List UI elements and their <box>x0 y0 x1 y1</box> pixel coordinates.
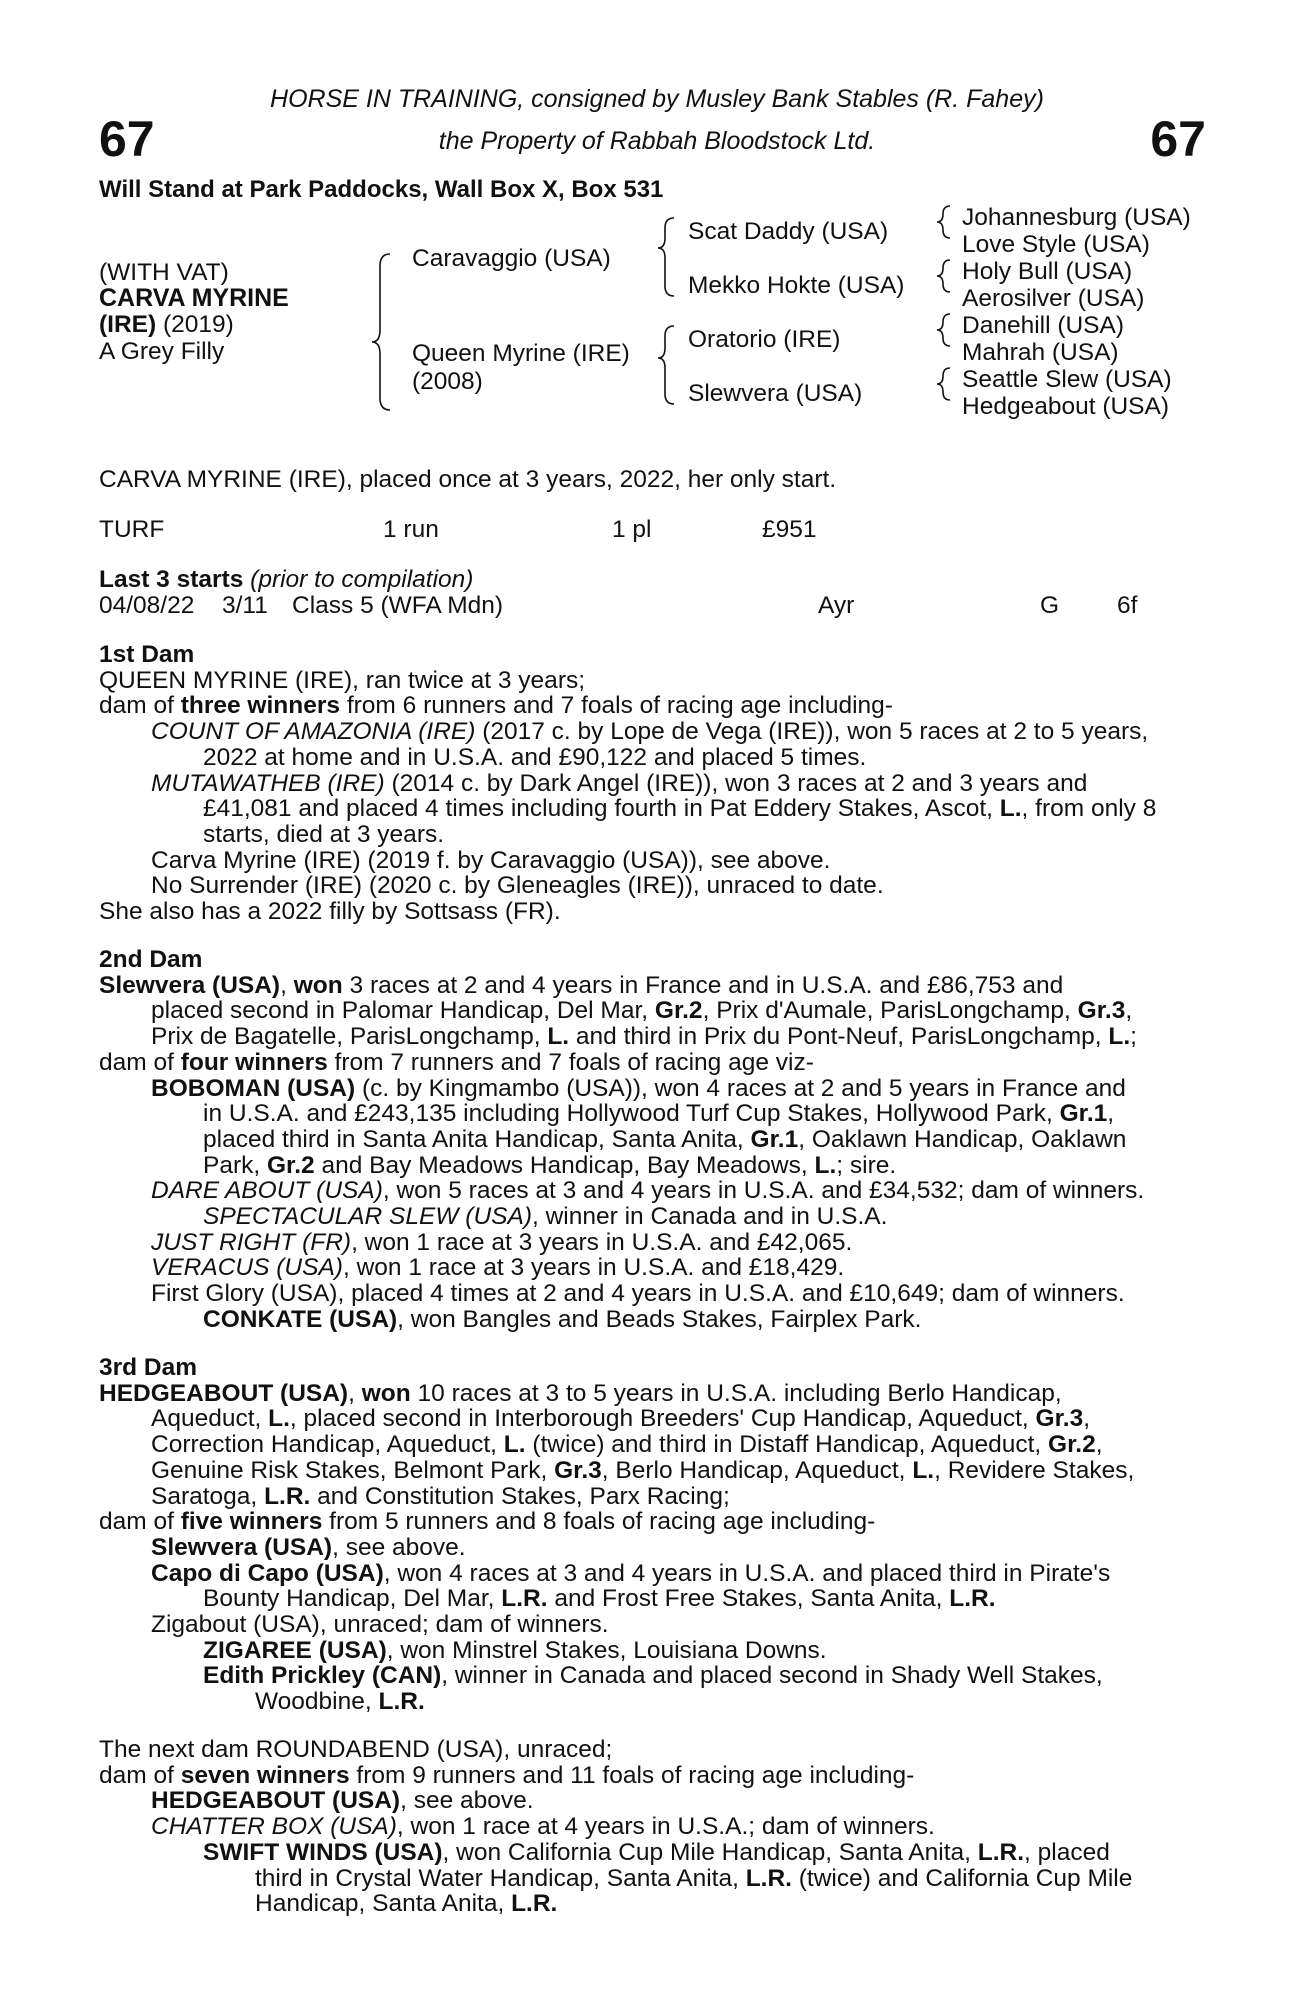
second-dam-line: placed third in Santa Anita Handicap, Santa Anita, Gr.1, Oaklawn Handicap, Oaklawn <box>203 1125 1127 1153</box>
second-dam-line: VERACUS (USA), won 1 race at 3 years in U.S.A. and £18,429. <box>151 1254 845 1282</box>
pedigree-sire: Caravaggio (USA) <box>412 245 611 272</box>
first-dam-line: £41,081 and placed 4 times including fourth in Pat Eddery Stakes, Ascot, L., from only 8 <box>203 795 1157 823</box>
first-dam-line: QUEEN MYRINE (IRE), ran twice at 3 years; <box>99 666 586 694</box>
third-dam-line: Edith Prickley (CAN), winner in Canada and placed second in Shady Well Stakes, <box>203 1662 1103 1690</box>
header-property: the Property of Rabbah Bloodstock Ltd. <box>438 127 876 155</box>
pedigree-sire-sire: Scat Daddy (USA) <box>688 218 889 245</box>
third-dam-line: dam of five winners from 5 runners and 8 foals of racing age including- <box>99 1508 876 1536</box>
next-dam-section <box>99 1737 1205 1917</box>
next-dam-line: dam of seven winners from 9 runners and 11 foals of racing age including- <box>99 1761 915 1789</box>
third-dam-line: Aqueduct, L., placed second in Interborough Breeders' Cup Handicap, Aqueduct, Gr.3, <box>151 1405 1091 1433</box>
third-dam-line: Bounty Handicap, Del Mar, L.R. and Frost Free Stakes, Santa Anita, L.R. <box>203 1585 996 1613</box>
start-going: G <box>1040 592 1060 619</box>
record-placed: 1 pl <box>612 516 652 543</box>
third-dam-line: ZIGAREE (USA), won Minstrel Stakes, Louisiana Downs. <box>203 1636 827 1664</box>
vat-label: (WITH VAT) <box>99 259 229 286</box>
second-dam-line: SPECTACULAR SLEW (USA), winner in Canada and in U.S.A. <box>203 1203 888 1231</box>
third-dam-line: Slewvera (USA), see above. <box>151 1533 466 1561</box>
header-consignment: HORSE IN TRAINING, consigned by Musley Bank Stables (R. Fahey) <box>270 85 1044 113</box>
pedigree-g1: Johannesburg (USA) <box>962 204 1191 231</box>
second-dam-title: 2nd Dam <box>99 946 203 973</box>
first-dam-line: Carva Myrine (IRE) (2019 f. by Caravaggio (USA)), see above. <box>151 846 831 874</box>
pedigree-g5: Danehill (USA) <box>962 312 1125 339</box>
lot-number-right: 67 <box>1150 111 1206 167</box>
pedigree-g8: Hedgeabout (USA) <box>962 393 1170 420</box>
horse-name-suffix: (IRE) (2019) <box>99 311 234 338</box>
second-dam-line: BOBOMAN (USA) (c. by Kingmambo (USA)), won 4 races at 2 and 5 years in France and <box>151 1074 1126 1102</box>
second-dam-line: First Glory (USA), placed 4 times at 2 and 4 years in U.S.A. and £10,649; dam of winners. <box>151 1280 1125 1308</box>
first-dam-line: No Surrender (IRE) (2020 c. by Gleneagles (IRE)), unraced to date. <box>151 872 884 900</box>
start-distance: 6f <box>1117 592 1138 619</box>
second-dam-section <box>99 947 1205 1333</box>
pedigree-sire-dam: Mekko Hokte (USA) <box>688 272 905 299</box>
record-surface: TURF <box>99 516 165 543</box>
second-dam-line: Park, Gr.2 and Bay Meadows Handicap, Bay Meadows, L.; sire. <box>203 1151 897 1179</box>
pedigree-dam-sire: Oratorio (IRE) <box>688 326 841 353</box>
second-dam-line: placed second in Palomar Handicap, Del Mar, Gr.2, Prix d'Aumale, ParisLongchamp, Gr.3, <box>151 997 1133 1025</box>
third-dam-line: Zigabout (USA), unraced; dam of winners. <box>151 1611 609 1639</box>
first-dam-line: 2022 at home and in U.S.A. and £90,122 and placed 5 times. <box>203 743 867 771</box>
horse-description: A Grey Filly <box>99 338 225 365</box>
record-runs: 1 run <box>383 516 439 543</box>
record-earnings: £951 <box>762 516 817 543</box>
stand-location: Will Stand at Park Paddocks, Wall Box X, Box 531 <box>99 176 664 203</box>
start-position: 3/11 <box>222 592 268 619</box>
lot-number-left: 67 <box>99 111 155 167</box>
second-dam-line: in U.S.A. and £243,135 including Hollywood Turf Cup Stakes, Hollywood Park, Gr.1, <box>203 1100 1115 1128</box>
next-dam-line: SWIFT WINDS (USA), won California Cup Mile Handicap, Santa Anita, L.R., placed <box>203 1838 1110 1866</box>
pedigree-g6: Mahrah (USA) <box>962 339 1119 366</box>
pedigree-dam-dam: Slewvera (USA) <box>688 380 863 407</box>
pedigree-dam-year: (2008) <box>412 368 483 395</box>
next-dam-line: CHATTER BOX (USA), won 1 race at 4 years in U.S.A.; dam of winners. <box>151 1813 935 1841</box>
first-dam-section <box>99 642 1205 925</box>
third-dam-line: Correction Handicap, Aqueduct, L. (twice) and third in Distaff Handicap, Aqueduct, Gr.2, <box>151 1431 1103 1459</box>
first-dam-line: MUTAWATHEB (IRE) (2014 c. by Dark Angel (IRE)), won 3 races at 2 and 3 years and <box>151 769 1088 797</box>
third-dam-line: Saratoga, L.R. and Constitution Stakes, Parx Racing; <box>151 1482 730 1510</box>
first-dam-title: 1st Dam <box>99 641 195 668</box>
third-dam-section <box>99 1355 1205 1715</box>
start-course: Ayr <box>818 592 855 619</box>
last-starts-heading: Last 3 starts (prior to compilation) <box>99 566 474 593</box>
start-date: 04/08/22 <box>99 592 195 619</box>
pedigree-dam: Queen Myrine (IRE) <box>412 340 630 367</box>
racing-summary: CARVA MYRINE (IRE), placed once at 3 years, 2022, her only start. <box>99 466 837 493</box>
pedigree-g3: Holy Bull (USA) <box>962 258 1133 285</box>
second-dam-line: CONKATE (USA), won Bangles and Beads Stakes, Fairplex Park. <box>203 1305 922 1333</box>
first-dam-line: starts, died at 3 years. <box>203 820 445 848</box>
next-dam-line: Handicap, Santa Anita, L.R. <box>255 1890 558 1918</box>
second-dam-line: dam of four winners from 7 runners and 7 foals of racing age viz- <box>99 1048 814 1076</box>
second-dam-line: Slewvera (USA), won 3 races at 2 and 4 years in France and in U.S.A. and £86,753 and <box>99 971 1064 999</box>
next-dam-line: third in Crystal Water Handicap, Santa Anita, L.R. (twice) and California Cup Mile <box>255 1864 1133 1892</box>
second-dam-line: JUST RIGHT (FR), won 1 race at 3 years in U.S.A. and £42,065. <box>151 1228 853 1256</box>
first-dam-line: COUNT OF AMAZONIA (IRE) (2017 c. by Lope de Vega (IRE)), won 5 races at 2 to 5 years, <box>151 718 1149 746</box>
third-dam-line: HEDGEABOUT (USA), won 10 races at 3 to 5 years in U.S.A. including Berlo Handicap, <box>99 1379 1062 1407</box>
third-dam-line: Woodbine, L.R. <box>255 1688 425 1716</box>
pedigree-g4: Aerosilver (USA) <box>962 285 1145 312</box>
first-dam-line: dam of three winners from 6 runners and 7 foals of racing age including- <box>99 692 893 720</box>
third-dam-line: Capo di Capo (USA), won 4 races at 3 and 4 years in U.S.A. and placed third in Pirate's <box>151 1559 1111 1587</box>
horse-name: CARVA MYRINE <box>99 284 289 312</box>
second-dam-line: Prix de Bagatelle, ParisLongchamp, L. and third in Prix du Pont-Neuf, ParisLongchamp, L.; <box>151 1023 1137 1051</box>
first-dam-line: She also has a 2022 filly by Sottsass (FR). <box>99 898 561 926</box>
start-race: Class 5 (WFA Mdn) <box>292 592 504 619</box>
second-dam-line: DARE ABOUT (USA), won 5 races at 3 and 4 years in U.S.A. and £34,532; dam of winners. <box>151 1177 1145 1205</box>
pedigree-g7: Seattle Slew (USA) <box>962 366 1172 393</box>
pedigree-g2: Love Style (USA) <box>962 231 1150 258</box>
third-dam-line: Genuine Risk Stakes, Belmont Park, Gr.3, Berlo Handicap, Aqueduct, L., Revidere Stakes, <box>151 1456 1135 1484</box>
next-dam-line: The next dam ROUNDABEND (USA), unraced; <box>99 1736 613 1763</box>
third-dam-title: 3rd Dam <box>99 1354 198 1381</box>
next-dam-line: HEDGEABOUT (USA), see above. <box>151 1787 534 1815</box>
